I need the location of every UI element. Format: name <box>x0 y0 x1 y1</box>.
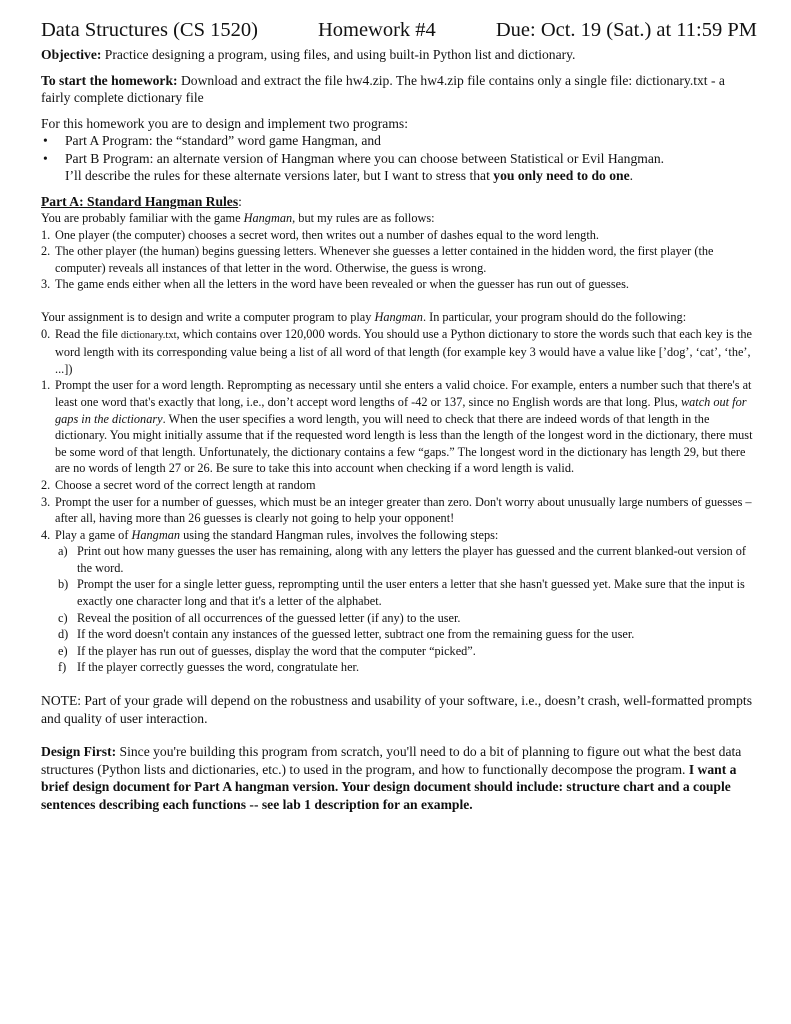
step-text: Play a game of <box>55 527 132 542</box>
substep-letter: d) <box>58 627 69 642</box>
rule-text: The game ends either when all the letters in the word have been revealed or when the guesser has run out of guesses. <box>55 277 629 292</box>
substep-text: If the player has run out of guesses, display the word that the computer “picked”. <box>77 643 476 658</box>
programs-note-text: I’ll describe the rules for these alternate versions later, but I want to stress that <box>65 168 494 183</box>
objective <box>41 46 757 64</box>
design-requirement: I want a brief design document for Part A hangman version. Your design document should include: structure chart and a couple sentences describing each functions -- see lab 1 description for an example. <box>41 761 737 812</box>
substep-item <box>41 659 757 676</box>
step-filename: dictionary.txt <box>120 329 177 341</box>
homework-number: Homework #4 <box>317 19 436 41</box>
substep-letter: b) <box>58 577 69 592</box>
programs-note <box>41 167 757 185</box>
step-number: 2. <box>41 477 51 492</box>
step-text-cont: , which contains over 120,000 words. You should use a Python dictionary to store the words such that each key is the word length with its corresponding value being a list of all word of that length (for example key 3 would have a value like [’dog’, ‘cat’, ‘the’, ...]) <box>55 326 752 376</box>
step-text: Read the file <box>55 326 121 341</box>
substep-item <box>41 610 757 627</box>
program-bullet-b: • Part B Program: an alternate version of Hangman where you can choose between Statistical or Evil Hangman. <box>41 150 757 168</box>
step-text: Choose a secret word of the correct length at random <box>55 477 316 492</box>
substep-letter: e) <box>58 643 68 658</box>
step-emphasis: watch out for gaps in the dictionary <box>55 394 747 426</box>
design-label: Design First: <box>41 744 117 760</box>
step-number: 1. <box>41 378 51 393</box>
programs-note-end: . <box>629 168 634 183</box>
part-a-heading-text: Part A: Standard Hangman Rules <box>41 193 239 209</box>
step-text-cont: using the standard Hangman rules, involves the following steps: <box>180 527 499 542</box>
step-item <box>41 494 757 527</box>
step-item <box>41 527 757 544</box>
document-header <box>41 16 757 44</box>
rule-number: 2. <box>41 244 51 259</box>
rule-item <box>41 243 757 276</box>
program-bullet-a: • Part A Program: the “standard” word game Hangman, and <box>41 132 757 150</box>
due-date: Due: Oct. 19 (Sat.) at 11:59 PM <box>495 19 757 41</box>
step-item <box>41 377 757 477</box>
programs-note-emphasis: you only need to do one <box>493 168 630 183</box>
programs-list <box>41 132 757 167</box>
assignment-section <box>41 309 757 676</box>
rule-item <box>41 276 757 293</box>
substep-item <box>41 576 757 609</box>
step-item <box>41 326 757 378</box>
step-item <box>41 477 757 494</box>
rules-intro <box>41 210 757 227</box>
start-instructions <box>41 72 757 107</box>
design-text: Since you're building this program from scratch, you'll need to do a bit of planning to figure out what the best data structures (Python lists and dictionaries, etc.) to used in the program, and how to functionally decompose the program. <box>41 744 742 777</box>
rule-item <box>41 227 757 244</box>
assignment-intro-text: Your assignment is to design and write a computer program to play <box>41 309 375 324</box>
start-label: To start the homework: <box>41 72 178 88</box>
substep-letter: f) <box>58 660 67 675</box>
substep-item <box>41 643 757 660</box>
assignment-intro-end: . In particular, your program should do the following: <box>422 309 687 324</box>
substep-text: Print out how many guesses the user has remaining, along with any letters the player has guessed and the current blanked-out version of the word. <box>77 544 746 575</box>
step-text: Prompt the user for a word length. Reprompting as necessary until she enters a valid choice. For example, enters a number such that there's at least one word that's exactly that long, i.e., don’t accept word lengths of -42 or 137, since no English words are that long. Plus, <box>55 378 752 409</box>
substep-item <box>41 543 757 576</box>
rules-intro-end: , but my rules are as follows: <box>292 211 435 225</box>
step-number: 4. <box>41 527 51 542</box>
rules-intro-text: You are probably familiar with the game <box>41 211 244 225</box>
step-number: 0. <box>41 326 51 341</box>
substep-letter: a) <box>58 544 68 559</box>
rule-text: The other player (the human) begins guessing letters. Whenever she guesses a letter contained in the hidden word, the first player (the computer) reveals all instances of that letter in the word. Otherwise, the guess is wrong. <box>55 244 714 275</box>
rule-text: One player (the computer) chooses a secret word, then writes out a number of dashes equal to the word length. <box>55 227 599 242</box>
step-text-cont: . When the user specifies a word length, you will need to check that there are indeed words of that length in the dictionary. You might initially assume that if the requested word length is less than the length of the longest word in the dictionary, there must be some word of that length. Unfortunately, the dictionary contains a few “gaps.” The longest word in the dictionary has length 29, but there are no words of length 27 or 26. Be sure to take this into account when checking if a word length is valid. <box>55 411 753 476</box>
substep-text: Prompt the user for a single letter guess, reprompting until the user enters a letter that she hasn't guessed yet. Make sure that the input is exactly one character long and that it's a letter of the alphabet. <box>77 577 745 609</box>
programs-intro: For this homework you are to design and implement two programs: <box>41 115 408 131</box>
substep-text: If the player correctly guesses the word, congratulate her. <box>77 660 360 675</box>
grading-note: NOTE: Part of your grade will depend on the robustness and usability of your software, i.e., doesn’t crash, well-formatted prompts and quality of user interaction. <box>41 693 752 726</box>
homework-page <box>41 16 757 813</box>
rule-number: 3. <box>41 277 51 292</box>
step-emphasis: Hangman <box>131 527 181 542</box>
objective-text: Practice designing a program, using files, and using built-in Python list and dictionary. <box>101 47 576 62</box>
substep-item <box>41 626 757 643</box>
substep-letter: c) <box>58 610 68 625</box>
rules-section <box>41 210 757 293</box>
assignment-intro-game: Hangman <box>374 309 423 324</box>
part-a-heading <box>41 193 757 211</box>
assignment-intro <box>41 309 757 326</box>
design-section <box>41 743 757 813</box>
start-text: Download and extract the file hw4.zip. The hw4.zip file contains only a single file: dictionary.txt - a fairly complete dictionary file <box>41 72 725 105</box>
course-title: Data Structures (CS 1520) <box>41 19 258 41</box>
objective-label: Objective: <box>41 47 102 62</box>
rules-intro-game: Hangman <box>243 211 293 225</box>
step-text: Prompt the user for a number of guesses, which must be an integer greater than zero. Don't worry about unusually large numbers of guesses – after all, having more than 26 guesses is clearly not going to help your opponent! <box>55 494 752 526</box>
part-a-heading-colon: : <box>238 193 242 209</box>
substep-text: If the word doesn't contain any instances of the guessed letter, subtract one from the remaining guess for the user. <box>77 627 635 642</box>
rule-number: 1. <box>41 227 51 242</box>
step-number: 3. <box>41 494 51 509</box>
substep-text: Reveal the position of all occurrences of the guessed letter (if any) to the user. <box>77 610 461 625</box>
